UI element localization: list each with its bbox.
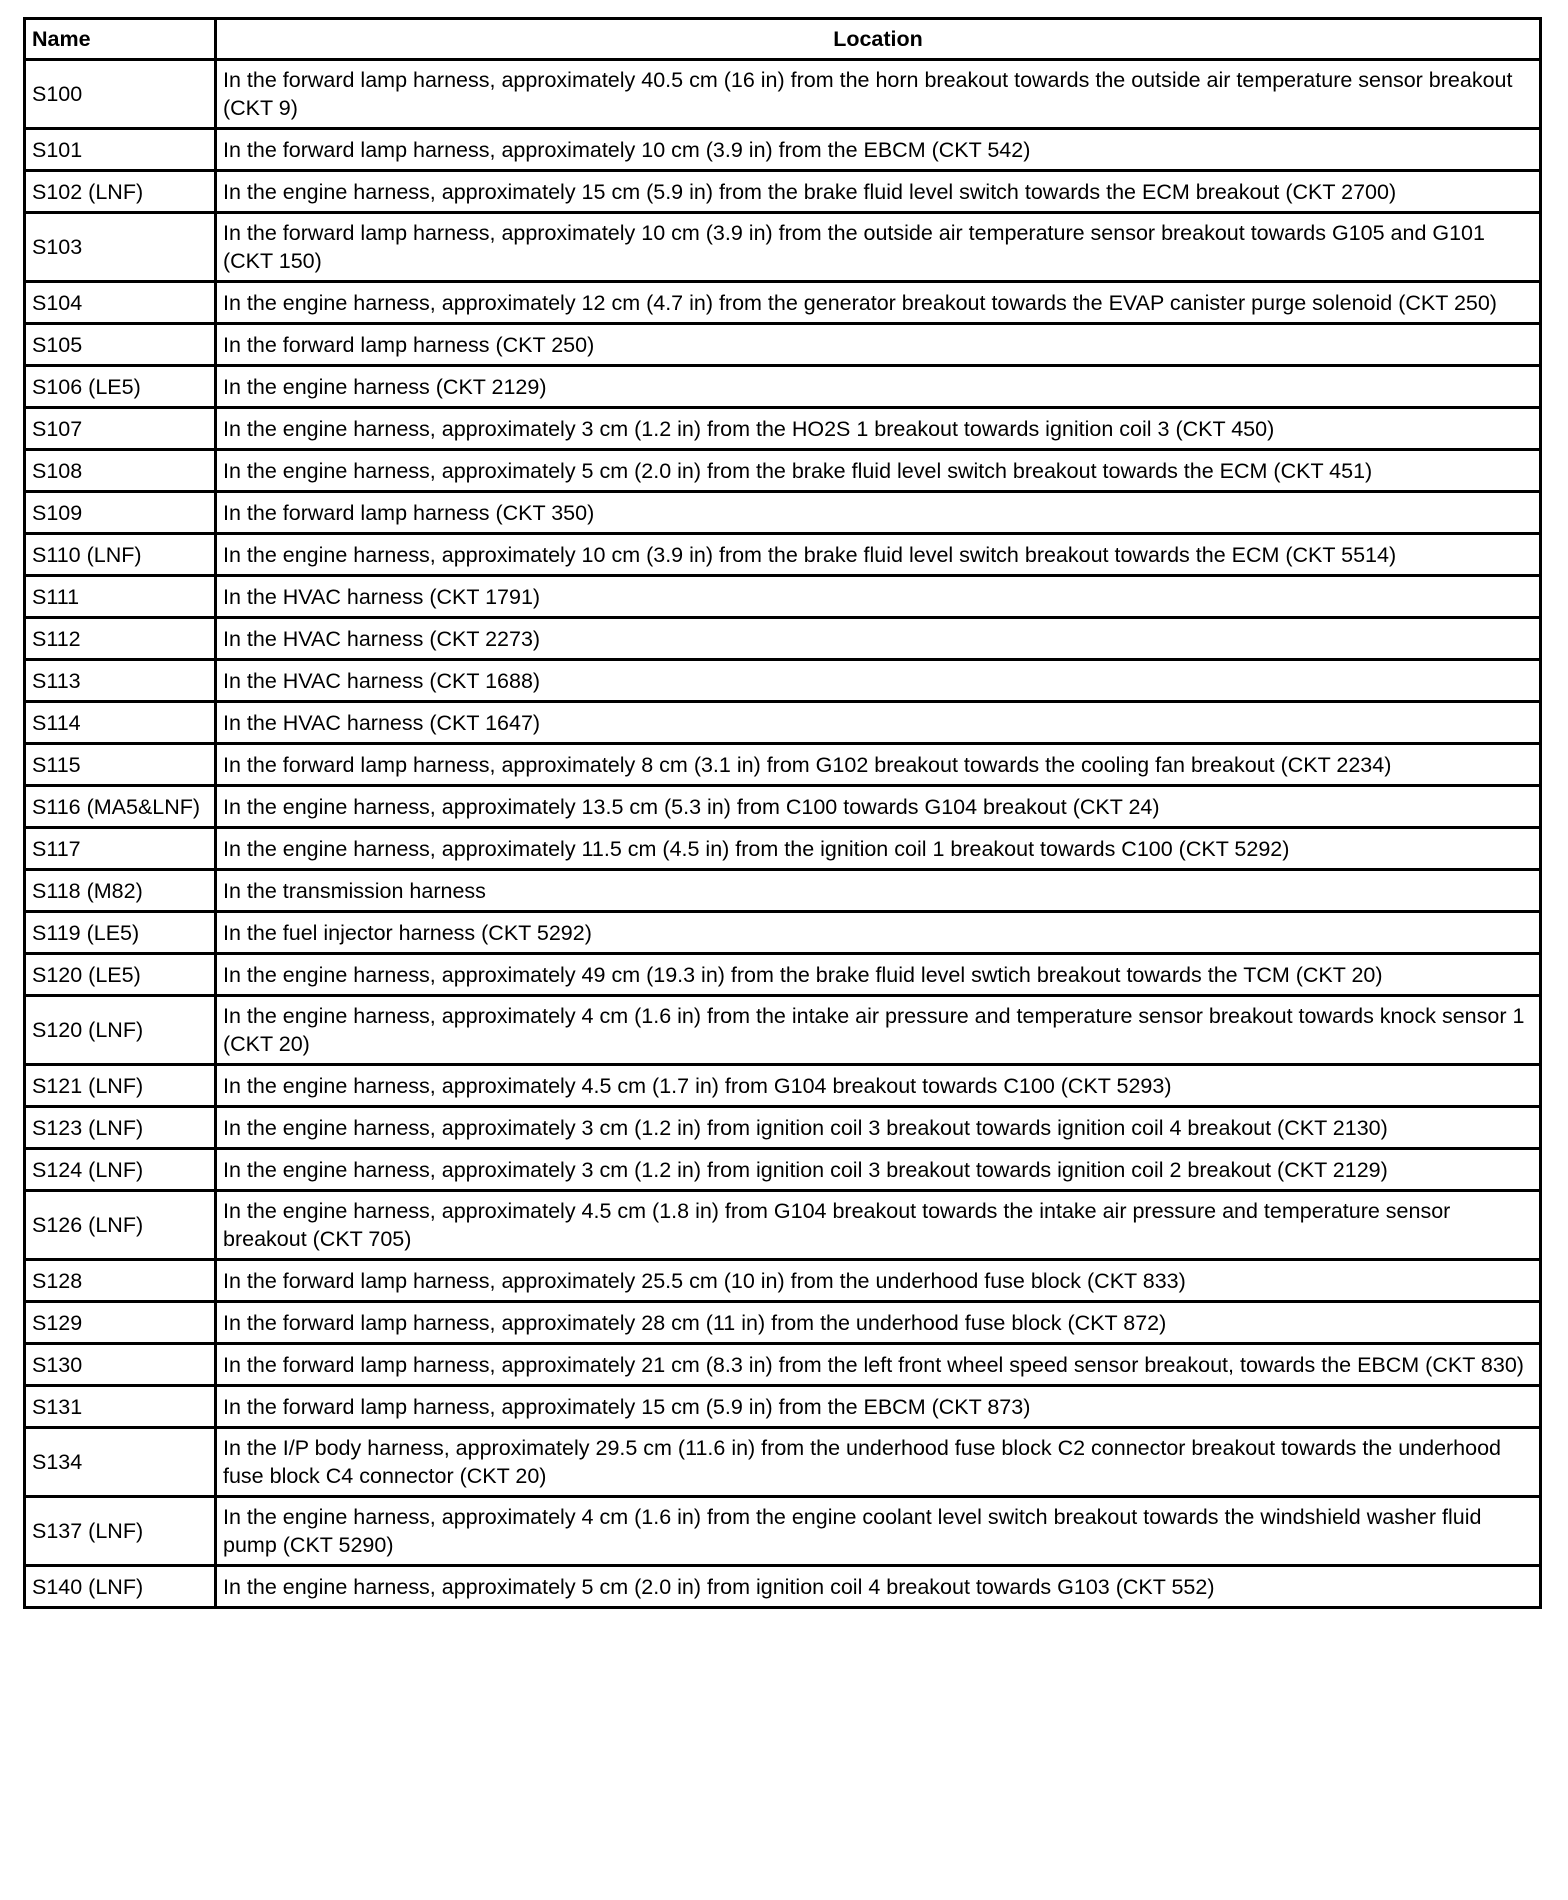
splice-name: S115 [25, 744, 216, 786]
table-row [25, 324, 1541, 366]
table-row [25, 702, 1541, 744]
splice-name: S118 (M82) [25, 870, 216, 912]
table-row [25, 1260, 1541, 1302]
splice-name: S114 [25, 702, 216, 744]
splice-location-table [23, 17, 1542, 1609]
splice-name: S130 [25, 1344, 216, 1386]
splice-name: S131 [25, 1386, 216, 1428]
table-row [25, 60, 1541, 129]
table-header-row [25, 19, 1541, 60]
table-row [25, 282, 1541, 324]
table-row [25, 1191, 1541, 1260]
splice-name: S100 [25, 60, 216, 129]
splice-location: In the engine harness, approximately 10 cm (3.9 in) from the brake fluid level switch breakout towards the ECM (CKT 5514) [216, 534, 1541, 576]
splice-name: S126 (LNF) [25, 1191, 216, 1260]
table-row [25, 828, 1541, 870]
table-row [25, 171, 1541, 213]
splice-location: In the forward lamp harness, approximately 8 cm (3.1 in) from G102 breakout towards the cooling fan breakout (CKT 2234) [216, 744, 1541, 786]
splice-name: S117 [25, 828, 216, 870]
splice-location: In the forward lamp harness, approximately 28 cm (11 in) from the underhood fuse block (CKT 872) [216, 1302, 1541, 1344]
splice-location: In the engine harness, approximately 15 cm (5.9 in) from the brake fluid level switch towards the ECM breakout (CKT 2700) [216, 171, 1541, 213]
table-row [25, 1344, 1541, 1386]
table-row [25, 408, 1541, 450]
table-row [25, 534, 1541, 576]
splice-location: In the forward lamp harness, approximately 21 cm (8.3 in) from the left front wheel speed sensor breakout, towards the EBCM (CKT 830) [216, 1344, 1541, 1386]
splice-location: In the engine harness, approximately 4 cm (1.6 in) from the engine coolant level switch breakout towards the windshield washer fluid pump (CKT 5290) [216, 1497, 1541, 1566]
table-row [25, 954, 1541, 996]
splice-name: S111 [25, 576, 216, 618]
table-row [25, 1497, 1541, 1566]
table-row [25, 129, 1541, 171]
splice-name: S121 (LNF) [25, 1065, 216, 1107]
splice-name: S120 (LNF) [25, 996, 216, 1065]
splice-name: S108 [25, 450, 216, 492]
splice-location: In the engine harness (CKT 2129) [216, 366, 1541, 408]
table-row [25, 1149, 1541, 1191]
table-row [25, 492, 1541, 534]
splice-location: In the forward lamp harness, approximately 15 cm (5.9 in) from the EBCM (CKT 873) [216, 1386, 1541, 1428]
table-row [25, 870, 1541, 912]
table-row [25, 996, 1541, 1065]
splice-location: In the forward lamp harness, approximately 25.5 cm (10 in) from the underhood fuse block (CKT 833) [216, 1260, 1541, 1302]
splice-location: In the forward lamp harness (CKT 350) [216, 492, 1541, 534]
splice-name: S110 (LNF) [25, 534, 216, 576]
splice-location: In the engine harness, approximately 4.5 cm (1.8 in) from G104 breakout towards the intake air pressure and temperature sensor breakout (CKT 705) [216, 1191, 1541, 1260]
splice-location: In the forward lamp harness, approximately 10 cm (3.9 in) from the outside air temperature sensor breakout towards G105 and G101 (CKT 150) [216, 213, 1541, 282]
header-name: Name [25, 19, 216, 60]
table-row [25, 618, 1541, 660]
table-row [25, 912, 1541, 954]
splice-name: S109 [25, 492, 216, 534]
table-row [25, 1428, 1541, 1497]
splice-name: S120 (LE5) [25, 954, 216, 996]
splice-location: In the fuel injector harness (CKT 5292) [216, 912, 1541, 954]
splice-location: In the engine harness, approximately 12 cm (4.7 in) from the generator breakout towards the EVAP canister purge solenoid (CKT 250) [216, 282, 1541, 324]
splice-name: S107 [25, 408, 216, 450]
splice-name: S128 [25, 1260, 216, 1302]
table-row [25, 1302, 1541, 1344]
splice-name: S102 (LNF) [25, 171, 216, 213]
table-row [25, 1386, 1541, 1428]
splice-location: In the HVAC harness (CKT 1791) [216, 576, 1541, 618]
splice-name: S112 [25, 618, 216, 660]
splice-name: S105 [25, 324, 216, 366]
splice-location: In the HVAC harness (CKT 2273) [216, 618, 1541, 660]
table-row [25, 1065, 1541, 1107]
splice-location: In the I/P body harness, approximately 29.5 cm (11.6 in) from the underhood fuse block C2 connector breakout towards the underhood fuse block C4 connector (CKT 20) [216, 1428, 1541, 1497]
table-row [25, 660, 1541, 702]
splice-location: In the engine harness, approximately 4 cm (1.6 in) from the intake air pressure and temperature sensor breakout towards knock sensor 1 (CKT 20) [216, 996, 1541, 1065]
table-row [25, 786, 1541, 828]
splice-location: In the engine harness, approximately 3 cm (1.2 in) from ignition coil 3 breakout towards ignition coil 4 breakout (CKT 2130) [216, 1107, 1541, 1149]
splice-location: In the engine harness, approximately 11.5 cm (4.5 in) from the ignition coil 1 breakout towards C100 (CKT 5292) [216, 828, 1541, 870]
splice-location: In the HVAC harness (CKT 1688) [216, 660, 1541, 702]
splice-location: In the HVAC harness (CKT 1647) [216, 702, 1541, 744]
splice-name: S134 [25, 1428, 216, 1497]
splice-location: In the engine harness, approximately 5 cm (2.0 in) from the brake fluid level switch breakout towards the ECM (CKT 451) [216, 450, 1541, 492]
table-row [25, 1566, 1541, 1608]
splice-name: S124 (LNF) [25, 1149, 216, 1191]
splice-name: S103 [25, 213, 216, 282]
splice-name: S119 (LE5) [25, 912, 216, 954]
splice-name: S123 (LNF) [25, 1107, 216, 1149]
splice-location: In the forward lamp harness, approximately 40.5 cm (16 in) from the horn breakout towards the outside air temperature sensor breakout (CKT 9) [216, 60, 1541, 129]
splice-location: In the engine harness, approximately 4.5 cm (1.7 in) from G104 breakout towards C100 (CKT 5293) [216, 1065, 1541, 1107]
splice-name: S101 [25, 129, 216, 171]
splice-location: In the engine harness, approximately 3 cm (1.2 in) from the HO2S 1 breakout towards ignition coil 3 (CKT 450) [216, 408, 1541, 450]
splice-location: In the engine harness, approximately 5 cm (2.0 in) from ignition coil 4 breakout towards G103 (CKT 552) [216, 1566, 1541, 1608]
splice-name: S129 [25, 1302, 216, 1344]
table-row [25, 1107, 1541, 1149]
splice-name: S106 (LE5) [25, 366, 216, 408]
splice-location: In the forward lamp harness, approximately 10 cm (3.9 in) from the EBCM (CKT 542) [216, 129, 1541, 171]
splice-location: In the engine harness, approximately 3 cm (1.2 in) from ignition coil 3 breakout towards ignition coil 2 breakout (CKT 2129) [216, 1149, 1541, 1191]
splice-name: S137 (LNF) [25, 1497, 216, 1566]
splice-location: In the engine harness, approximately 49 cm (19.3 in) from the brake fluid level swtich breakout towards the TCM (CKT 20) [216, 954, 1541, 996]
splice-location: In the engine harness, approximately 13.5 cm (5.3 in) from C100 towards G104 breakout (CKT 24) [216, 786, 1541, 828]
table-row [25, 450, 1541, 492]
splice-location: In the transmission harness [216, 870, 1541, 912]
table-row [25, 366, 1541, 408]
splice-name: S113 [25, 660, 216, 702]
splice-location: In the forward lamp harness (CKT 250) [216, 324, 1541, 366]
splice-name: S104 [25, 282, 216, 324]
splice-name: S140 (LNF) [25, 1566, 216, 1608]
table-row [25, 576, 1541, 618]
table-row [25, 213, 1541, 282]
table-row [25, 744, 1541, 786]
header-location: Location [216, 19, 1541, 60]
splice-name: S116 (MA5&LNF) [25, 786, 216, 828]
